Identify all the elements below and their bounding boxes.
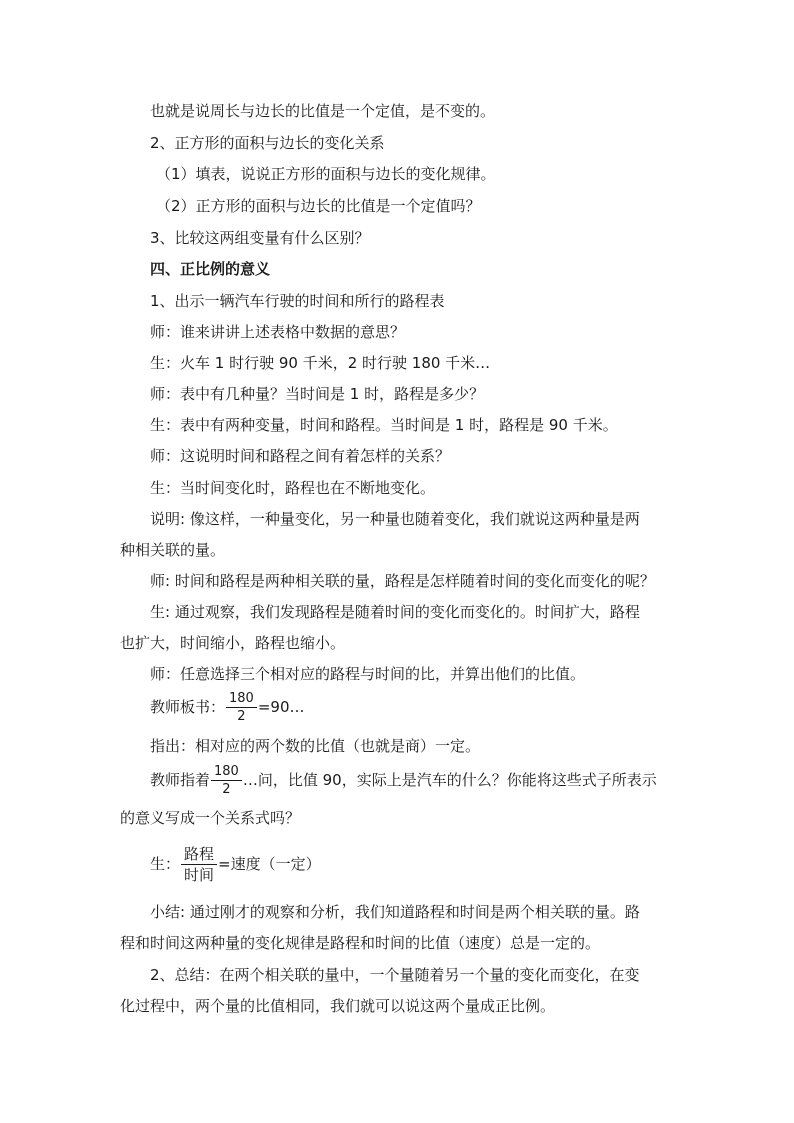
fraction-denominator: 2 bbox=[211, 780, 242, 797]
section-heading: 四、正比例的意义 bbox=[150, 260, 271, 278]
text-line: 说明: 像这样，一种量变化，另一种量也随着变化，我们就说这两种量是两 bbox=[150, 510, 640, 528]
text-line: （2）正方形的面积与边长的比值是一个定值吗？ bbox=[156, 197, 481, 215]
fraction-numerator: 180 bbox=[229, 691, 254, 706]
text-line: 生：当时间变化时，路程也在不断地变化。 bbox=[150, 479, 436, 497]
text-line: 小结: 通过刚才的观察和分析，我们知道路程和时间是两个相关联的量。路 bbox=[150, 903, 640, 921]
ask-suffix: …问，比值 90，实际上是汽车的什么？你能将这些式子所表示 bbox=[242, 771, 657, 789]
text-line: 2、总结：在两个相关联的量中，一个量随着另一个量的变化而变化，在变 bbox=[150, 966, 640, 984]
question-formula-line bbox=[150, 761, 657, 799]
fraction bbox=[226, 691, 257, 724]
text-line: 2、正方形的面积与边长的变化关系 bbox=[150, 134, 385, 152]
text-line: 师：谁来讲讲上述表格中数据的意思？ bbox=[150, 323, 406, 341]
text-line: 也扩大，时间缩小，路程也缩小。 bbox=[120, 634, 346, 652]
student-formula-line bbox=[150, 843, 321, 885]
text-line: 1、出示一辆汽车行驶的时间和所行的路程表 bbox=[150, 292, 445, 310]
text-line: 生: 通过观察，我们发现路程是随着时间的变化而变化的。时间扩大，路程 bbox=[150, 603, 640, 621]
board-formula-line bbox=[150, 688, 305, 726]
text-line: 生：表中有两种变量，时间和路程。当时间是 1 时，路程是 90 千米。 bbox=[150, 416, 618, 434]
fraction-numerator: 180 bbox=[214, 764, 239, 779]
text-line: 3、比较这两组变量有什么区别？ bbox=[150, 229, 370, 247]
text-line: 生：火车 1 时行驶 90 千米，2 时行驶 180 千米… bbox=[150, 354, 491, 372]
student-suffix: =速度（一定） bbox=[218, 855, 321, 873]
fraction-denominator: 2 bbox=[226, 707, 257, 724]
text-line: 师：任意选择三个相对应的路程与时间的比，并算出他们的比值。 bbox=[150, 665, 586, 683]
text-line: 程和时间这两种量的变化规律是路程和时间的比值（速度）总是一定的。 bbox=[120, 934, 601, 952]
text-line: 化过程中，两个量的比值相同，我们就可以说这两个量成正比例。 bbox=[120, 997, 556, 1015]
text-line: 师：这说明时间和路程之间有着怎样的关系？ bbox=[150, 447, 451, 465]
ask-prefix: 教师指着 bbox=[150, 771, 211, 789]
text-line: 种相关联的量。 bbox=[120, 541, 226, 559]
text-line: 师：表中有几种量？当时间是 1 时，路程是多少？ bbox=[150, 385, 485, 403]
student-prefix: 生： bbox=[150, 855, 181, 873]
fraction bbox=[211, 764, 242, 797]
fraction bbox=[181, 845, 217, 884]
text-line: 指出：相对应的两个数的比值（也就是商）一定。 bbox=[150, 737, 481, 755]
board-prefix: 教师板书： bbox=[150, 698, 226, 716]
text-line: 的意义写成一个关系式吗？ bbox=[120, 809, 301, 827]
text-line: 师: 时间和路程是两种相关联的量，路程是怎样随着时间的变化而变化的呢？ bbox=[150, 572, 655, 590]
text-line: 也就是说周长与边长的比值是一个定值，是不变的。 bbox=[150, 102, 496, 120]
fraction-denominator: 时间 bbox=[181, 864, 217, 884]
text-line: （1）填表，说说正方形的面积与边长的变化规律。 bbox=[156, 165, 496, 183]
fraction-numerator: 路程 bbox=[184, 845, 215, 863]
board-suffix: =90… bbox=[257, 698, 305, 716]
